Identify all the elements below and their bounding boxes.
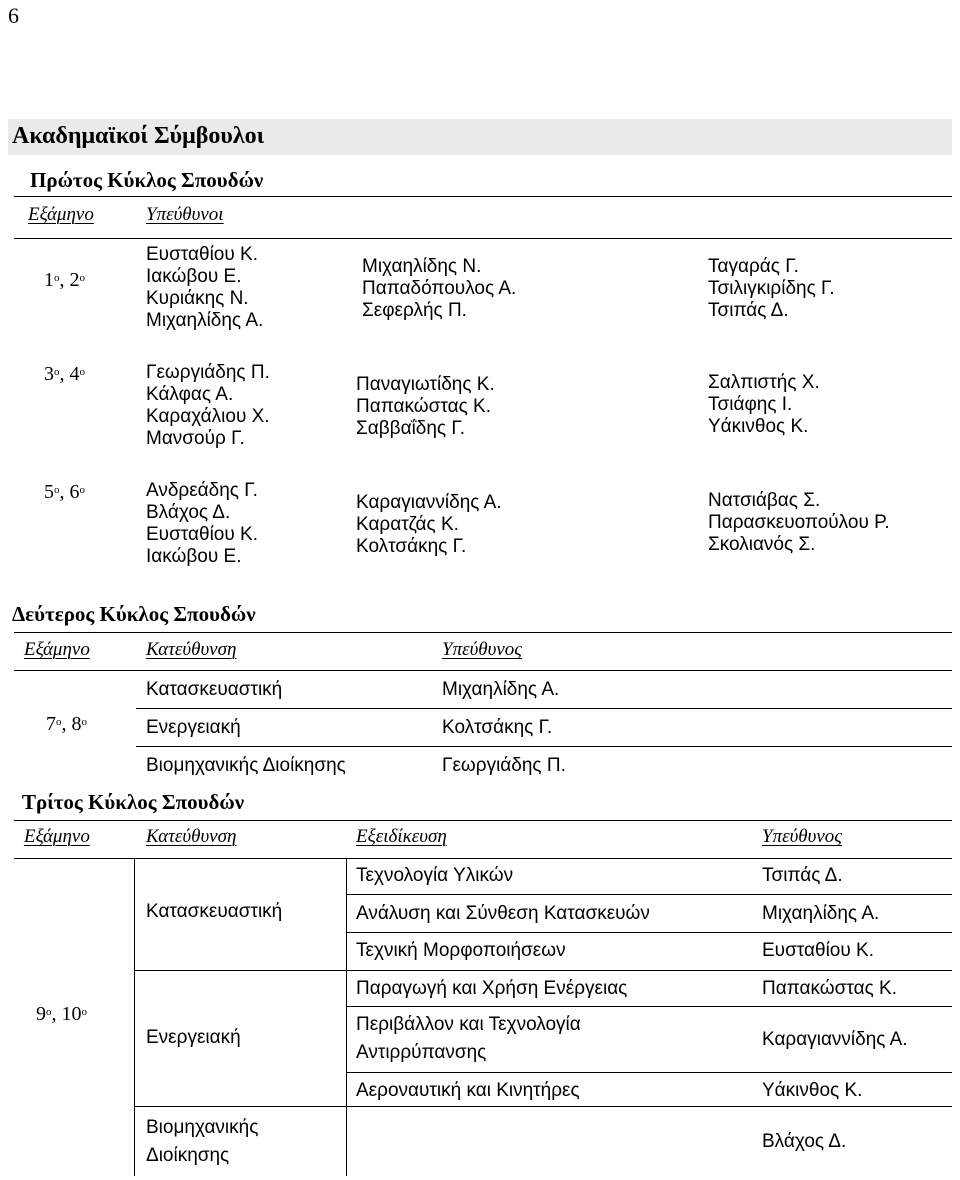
cycle3-col-responsible: Υπεύθυνος xyxy=(762,826,842,847)
cycle3-row-divider xyxy=(346,1072,952,1073)
cycle2-row-divider xyxy=(136,708,952,709)
spec-materials: Τεχνολογία Υλικών xyxy=(356,865,514,886)
cycle1-col-semester: Εξάμηνο xyxy=(28,204,94,225)
cycle2-col-semester: Εξάμηνο xyxy=(24,639,90,660)
spec-energy: Παραγωγή και Χρήση Ενέργειας xyxy=(356,978,628,999)
cycle2-heading: Δεύτερος Κύκλος Σπουδών xyxy=(12,602,256,626)
cycle2-responsible-construction: Μιχαηλίδης Α. xyxy=(442,679,560,700)
cycle2-direction-energy: Ενεργειακή xyxy=(146,717,241,738)
cycle2-direction-industrial: Βιομηχανικής Διοίκησης xyxy=(146,755,346,776)
cycle3-direction-construction: Κατασκευαστική xyxy=(146,901,283,922)
resp-materials: Τσιπάς Δ. xyxy=(762,865,843,886)
cycle3-col-specialization: Εξειδίκευση xyxy=(356,826,447,847)
cycle2-col-direction: Κατεύθυνση xyxy=(146,639,237,660)
cycle3-direction-divider xyxy=(134,1106,952,1107)
row2-advisors-col3: Σαλπιστής Χ. Τσιάφης Ι. Υάκινθος Κ. xyxy=(708,372,820,437)
page-number: 6 xyxy=(8,3,19,28)
row2-advisors-col1: Γεωργιάδης Π. Κάλφας Α. Καραχάλιου Χ. Μανσούρ Γ. xyxy=(146,362,270,449)
cycle2-responsible-industrial: Γεωργιάδης Π. xyxy=(442,755,566,776)
row3-advisors-col1: Ανδρεάδης Γ. Βλάχος Δ. Ευσταθίου Κ. Ιακώβου Ε. xyxy=(146,480,258,567)
cycle1-divider xyxy=(14,196,952,197)
cycle3-divider xyxy=(14,820,952,821)
cycle1-header-divider xyxy=(14,238,952,239)
row1-advisors-col2: Μιχαηλίδης Ν. Παπαδόπουλος Α. Σεφερλής Π. xyxy=(362,256,517,321)
cycle3-header-divider xyxy=(14,858,952,859)
cycle2-responsible-energy: Κολτσάκης Γ. xyxy=(442,717,553,738)
cycle3-vline-specialization xyxy=(346,858,347,1176)
resp-industrial: Βλάχος Δ. xyxy=(762,1131,847,1152)
semester-7-8: $7^o$, $8^o$ xyxy=(46,713,87,735)
cycle3-col-direction: Κατεύθυνση xyxy=(146,826,237,847)
page-title: Ακαδημαϊκοί Σύμβουλοι xyxy=(12,123,265,149)
resp-energy: Παπακώστας Κ. xyxy=(762,978,897,999)
cycle3-direction-divider xyxy=(134,970,952,971)
resp-forming: Ευσταθίου Κ. xyxy=(762,940,874,961)
cycle2-col-responsible: Υπεύθυνος xyxy=(442,639,522,660)
row3-advisors-col3: Νατσιάβας Σ. Παρασκευοπούλου Ρ. Σκολιανός Σ. xyxy=(708,490,890,555)
cycle3-heading: Τρίτος Κύκλος Σπουδών xyxy=(22,790,245,814)
cycle3-vline-direction xyxy=(134,858,135,1176)
row1-advisors-col3: Ταγαράς Γ. Τσιλιγκιρίδης Γ. Τσιπάς Δ. xyxy=(708,256,835,321)
cycle2-row-divider xyxy=(136,746,952,747)
semester-5-6: $5^o$, $6^o$ xyxy=(44,481,85,503)
cycle3-row-divider xyxy=(346,1006,952,1007)
cycle3-direction-industrial: Βιομηχανικής Διοίκησης xyxy=(146,1117,259,1166)
cycle3-direction-energy: Ενεργειακή xyxy=(146,1027,241,1048)
semester-9-10: $9^o$, $10^o$ xyxy=(36,1003,87,1025)
cycle2-direction-construction: Κατασκευαστική xyxy=(146,679,283,700)
cycle3-row-divider xyxy=(346,932,952,933)
semester-3-4: $3^o$, $4^o$ xyxy=(44,363,85,385)
spec-forming: Τεχνική Μορφοποιήσεων xyxy=(356,940,566,961)
cycle2-divider xyxy=(14,632,952,633)
cycle1-heading: Πρώτος Κύκλος Σπουδών xyxy=(30,168,264,192)
cycle3-row-divider xyxy=(346,894,952,895)
cycle2-header-divider xyxy=(14,670,952,671)
cycle1-col-responsible: Υπεύθυνοι xyxy=(146,204,224,225)
semester-1-2: $1^o$, $2^o$ xyxy=(44,269,85,291)
resp-aeronautics: Υάκινθος Κ. xyxy=(762,1080,863,1101)
resp-structures: Μιχαηλίδης Α. xyxy=(762,903,880,924)
spec-aeronautics: Αεροναυτική και Κινητήρες xyxy=(356,1080,580,1101)
row3-advisors-col2: Καραγιαννίδης Α. Καρατζάς Κ. Κολτσάκης Γ. xyxy=(356,492,502,557)
row1-advisors-col1: Ευσταθίου Κ. Ιακώβου Ε. Κυριάκης Ν. Μιχαηλίδης Α. xyxy=(146,244,264,331)
row2-advisors-col2: Παναγιωτίδης Κ. Παπακώστας Κ. Σαββαΐδης Γ. xyxy=(356,374,495,439)
cycle3-col-semester: Εξάμηνο xyxy=(24,826,90,847)
spec-environment: Περιβάλλον και Τεχνολογία Αντιρρύπανσης xyxy=(356,1014,581,1063)
resp-environment: Καραγιαννίδης Α. xyxy=(762,1029,908,1050)
spec-structures: Ανάλυση και Σύνθεση Κατασκευών xyxy=(356,903,650,924)
